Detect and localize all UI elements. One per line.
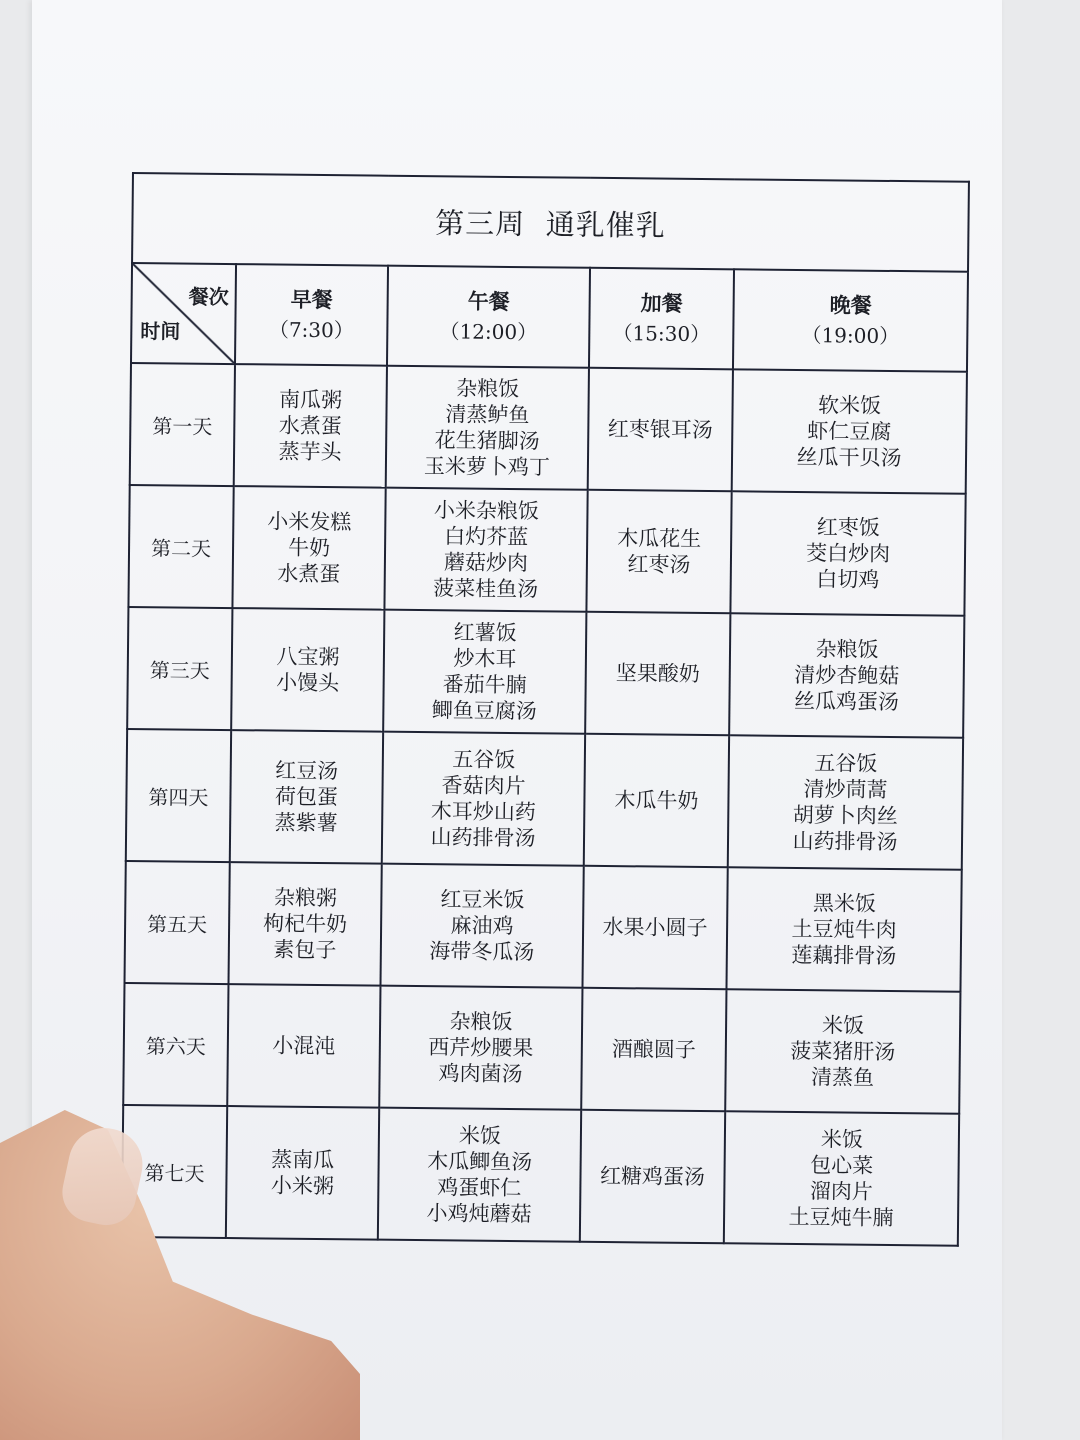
dish-item: 红枣银耳汤 <box>607 416 713 443</box>
dish-item: 杂粮饭 <box>449 1009 513 1035</box>
dish-item: 小馒头 <box>276 670 340 696</box>
table-row <box>128 485 965 616</box>
dish-item: 小米杂粮饭 <box>433 498 540 524</box>
dish-item: 木瓜鲫鱼汤 <box>427 1149 533 1175</box>
dinner-cell <box>725 989 960 1113</box>
header-breakfast: 早餐 （7:30） <box>235 264 388 366</box>
table-row <box>123 983 960 1114</box>
dish-item: 素包子 <box>273 937 337 963</box>
dish-item: 鸡蛋虾仁 <box>437 1175 522 1201</box>
dish-item: 菠菜桂鱼汤 <box>433 576 539 602</box>
dish-item: 南瓜粥 <box>278 387 343 413</box>
dish-item: 茭白炒肉 <box>805 541 891 566</box>
day-label: 第六天 <box>123 983 228 1106</box>
breakfast-cell <box>231 608 384 732</box>
dish-item: 红枣汤 <box>627 552 691 577</box>
dish-item: 红糖鸡蛋汤 <box>599 1163 706 1190</box>
dish-item: 花生猪脚汤 <box>434 428 540 454</box>
corner-meal-label: 餐次 <box>188 284 229 310</box>
day-label: 第四天 <box>126 729 231 862</box>
breakfast-cell <box>227 984 380 1108</box>
dish-item: 山药排骨汤 <box>430 825 536 851</box>
corner-time-label: 时间 <box>140 319 181 344</box>
table-row <box>130 363 967 494</box>
dish-item: 杂粮饭 <box>815 637 879 662</box>
dish-item: 小米发糕 <box>267 509 352 535</box>
dish-item: 虾仁豆腐 <box>807 419 892 444</box>
dish-item: 米饭 <box>821 1013 865 1038</box>
lunch-cell <box>379 986 582 1110</box>
header-lunch: 午餐 （12:00） <box>387 266 590 368</box>
dish-item: 丝瓜干贝汤 <box>796 444 902 471</box>
day-label: 第三天 <box>127 607 232 730</box>
dish-item: 小米粥 <box>270 1173 335 1199</box>
dish-item: 玉米萝卜鸡丁 <box>423 454 551 480</box>
dish-item: 白灼芥蓝 <box>444 524 529 550</box>
dish-item: 鲫鱼豆腐汤 <box>431 698 538 724</box>
snack-cell <box>582 866 727 990</box>
table-row <box>127 607 964 738</box>
table-title <box>132 173 969 272</box>
dish-item: 白切鸡 <box>816 567 880 592</box>
paper-sheet <box>32 0 1002 1440</box>
breakfast-cell <box>234 364 387 488</box>
dish-item: 清蒸鱼 <box>810 1065 875 1090</box>
dish-item: 米饭 <box>458 1123 502 1148</box>
dinner-cell <box>728 735 963 869</box>
title-theme: 通乳催乳 <box>545 206 666 243</box>
dish-item: 蒸南瓜 <box>271 1147 335 1173</box>
dish-item: 蘑菇炒肉 <box>443 550 529 576</box>
dish-item: 水煮蛋 <box>278 413 342 439</box>
table-row <box>126 729 963 870</box>
dish-item: 木瓜牛奶 <box>614 788 699 813</box>
lunch-cell <box>378 1108 581 1242</box>
corner-cell <box>131 263 236 364</box>
dish-item: 五谷饭 <box>814 751 878 776</box>
dish-item: 炒木耳 <box>453 646 517 672</box>
dish-item: 黑米饭 <box>812 891 877 916</box>
dinner-cell <box>730 491 965 615</box>
dish-item: 杂粮饭 <box>456 376 520 402</box>
snack-cell <box>585 612 730 736</box>
table-row <box>122 1105 959 1246</box>
breakfast-cell <box>230 730 383 864</box>
snack-cell <box>580 1110 725 1244</box>
day-label: 第七天 <box>122 1105 227 1238</box>
dish-item: 蒸芋头 <box>278 439 342 465</box>
dish-item: 八宝粥 <box>276 644 340 670</box>
table-row <box>125 861 962 992</box>
day-rows <box>122 363 967 1246</box>
dish-item: 牛奶 <box>287 535 331 561</box>
dish-item: 清蒸鲈鱼 <box>445 402 530 428</box>
snack-cell <box>584 734 729 868</box>
dinner-cell <box>724 1111 959 1245</box>
lunch-cell <box>384 488 587 612</box>
dish-item: 红豆米饭 <box>440 887 525 913</box>
dish-item: 包心菜 <box>810 1153 874 1178</box>
breakfast-cell <box>229 862 382 986</box>
dish-item: 山药排骨汤 <box>792 828 898 855</box>
day-label: 第二天 <box>128 485 233 608</box>
dish-item: 胡萝卜肉丝 <box>792 802 898 829</box>
title-week: 第三周 <box>435 205 526 241</box>
dish-item: 软米饭 <box>817 393 882 418</box>
dish-item: 木耳炒山药 <box>430 799 536 825</box>
lunch-cell <box>382 732 585 866</box>
dish-item: 荷包蛋 <box>274 784 339 810</box>
dish-item: 清炒杏鲍菇 <box>794 662 900 689</box>
dish-item: 海带冬瓜汤 <box>429 939 535 965</box>
dinner-cell <box>729 613 964 737</box>
dinner-cell <box>726 867 961 991</box>
dish-item: 酒酿圆子 <box>611 1037 696 1062</box>
dish-item: 丝瓜鸡蛋汤 <box>793 688 900 715</box>
dish-item: 枸杞牛奶 <box>263 911 348 937</box>
lunch-cell <box>380 864 583 988</box>
header-dinner: 晚餐 （19:00） <box>733 269 968 371</box>
dish-item: 坚果酸奶 <box>615 661 700 686</box>
dinner-cell <box>732 369 967 493</box>
dish-item: 土豆炖牛肉 <box>791 916 897 943</box>
snack-cell <box>581 988 726 1112</box>
dish-item: 水果小圆子 <box>602 914 708 941</box>
dish-item: 鸡肉菌汤 <box>438 1061 523 1087</box>
dish-item: 莲藕排骨汤 <box>791 942 897 969</box>
dish-item: 麻油鸡 <box>450 913 514 939</box>
snack-cell <box>586 490 731 614</box>
dish-item: 红豆汤 <box>275 758 339 784</box>
dish-item: 土豆炖牛腩 <box>788 1204 894 1231</box>
dish-item: 溜肉片 <box>809 1179 874 1204</box>
dish-item: 番茄牛腩 <box>442 672 527 698</box>
dish-item: 水煮蛋 <box>277 561 341 587</box>
meal-plan-table <box>121 172 970 1247</box>
dish-item: 五谷饭 <box>452 747 516 773</box>
dish-item: 杂粮粥 <box>273 885 338 911</box>
lunch-cell <box>386 366 589 490</box>
dish-item: 西芹炒腰果 <box>428 1035 534 1061</box>
day-label: 第五天 <box>125 861 230 984</box>
dish-item: 清炒茼蒿 <box>803 777 888 802</box>
dish-item: 红薯饭 <box>453 620 517 646</box>
day-label: 第一天 <box>130 363 235 486</box>
dish-item: 米饭 <box>820 1127 864 1152</box>
dish-item: 香菇肉片 <box>441 773 526 799</box>
breakfast-cell <box>232 486 385 610</box>
dish-item: 红枣饭 <box>816 515 880 540</box>
dish-item: 蒸紫薯 <box>274 810 338 836</box>
dish-item: 菠菜猪肝汤 <box>790 1038 896 1065</box>
dish-item: 木瓜花生 <box>617 526 702 551</box>
snack-cell <box>588 368 733 492</box>
lunch-cell <box>383 610 586 734</box>
header-snack: 加餐 （15:30） <box>589 268 734 370</box>
dish-item: 小鸡炖蘑菇 <box>426 1201 532 1227</box>
dish-item: 小混沌 <box>272 1033 336 1059</box>
header-row <box>131 263 968 372</box>
breakfast-cell <box>226 1106 379 1240</box>
